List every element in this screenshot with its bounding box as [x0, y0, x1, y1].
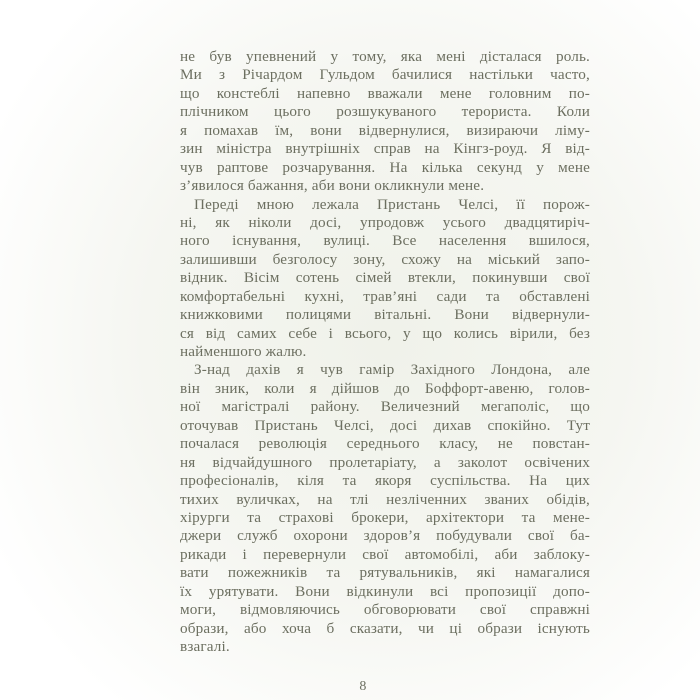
text-line: З-над дахів я чув гамір Західного Лондона, але: [194, 361, 590, 379]
text-line: плічником цього розшукуваного терориста. Коли: [180, 103, 590, 121]
page-number: 8: [359, 679, 367, 694]
text-line: рикади і перевернули свої автомобілі, аби заблоку-: [180, 545, 590, 563]
text-line: моги, відмовляючись обговорювати свої справжні: [180, 601, 590, 619]
text-line: не був упевнений у тому, яка мені дісталася роль.: [180, 48, 590, 65]
text-line: відник. Вісім сотень сімей втекли, покинувши свої: [180, 269, 590, 287]
text-line: взагалі.: [180, 638, 230, 655]
text-line: ного існування, вулиці. Все населення вшилося,: [180, 232, 590, 250]
text-line: комфортабельні кухні, трав’яні сади та обставлені: [180, 287, 590, 305]
text-line: їх урятувати. Вони відкинули всі пропозиції допо-: [180, 582, 590, 600]
text-line: з’явилося бажання, аби вони окликнули мене.: [180, 177, 485, 195]
text-line: образи, або хоча б сказати, чи ці образи існують: [180, 619, 590, 637]
text-line: тихих вуличках, на тлі незліченних званих обідів,: [180, 490, 590, 508]
text-line: він зник, коли я дійшов до Боффорт-авеню, голов-: [180, 379, 590, 397]
text-block: [180, 48, 590, 656]
text-line: оточував Пристань Челсі, досі дихав спокійно. Тут: [180, 416, 590, 434]
text-line: що констеблі напевно вважали мене головним по-: [180, 84, 590, 102]
text-line: ні, як ніколи досі, упродовж усього двадцятиріч-: [180, 213, 590, 231]
text-line: ної магістралі району. Величезний мегаполіс, що: [180, 398, 590, 416]
text-line: професіоналів, кіля та якоря суспільства. На цих: [180, 472, 590, 490]
text-line: зин міністра внутрішніх справ на Кінгз-роуд. Я від-: [180, 140, 590, 158]
text-line: ся від самих себе і всього, у що колись вірили, без: [180, 324, 590, 342]
text-line: хірурги та страхові брокери, архітектори та мене-: [180, 508, 590, 526]
text-line: чув раптове розчарування. На кілька секунд у мене: [180, 158, 590, 176]
text-line: ня відчайдушного пролетаріату, а заколот освічених: [180, 453, 590, 471]
text-line: книжковими полицями вітальні. Вони відвернули-: [180, 306, 590, 324]
text-line: я помахав їм, вони відвернулися, визираючи ліму-: [180, 121, 590, 139]
text-line: почалася революція середнього класу, не повстан-: [180, 435, 590, 453]
text-line: Переді мною лежала Пристань Челсі, її порож-: [194, 195, 590, 213]
text-line: джери служб охорони здоров’я побудували свої ба-: [180, 527, 590, 545]
text-line: вати пожежників та рятувальників, які намагалися: [180, 564, 590, 582]
text-line: Ми з Річардом Гульдом бачилися настільки часто,: [180, 66, 590, 84]
text-line: залишивши безголосу зону, схожу на міський запо-: [180, 250, 590, 268]
text-line: найменшого жалю.: [180, 343, 307, 360]
